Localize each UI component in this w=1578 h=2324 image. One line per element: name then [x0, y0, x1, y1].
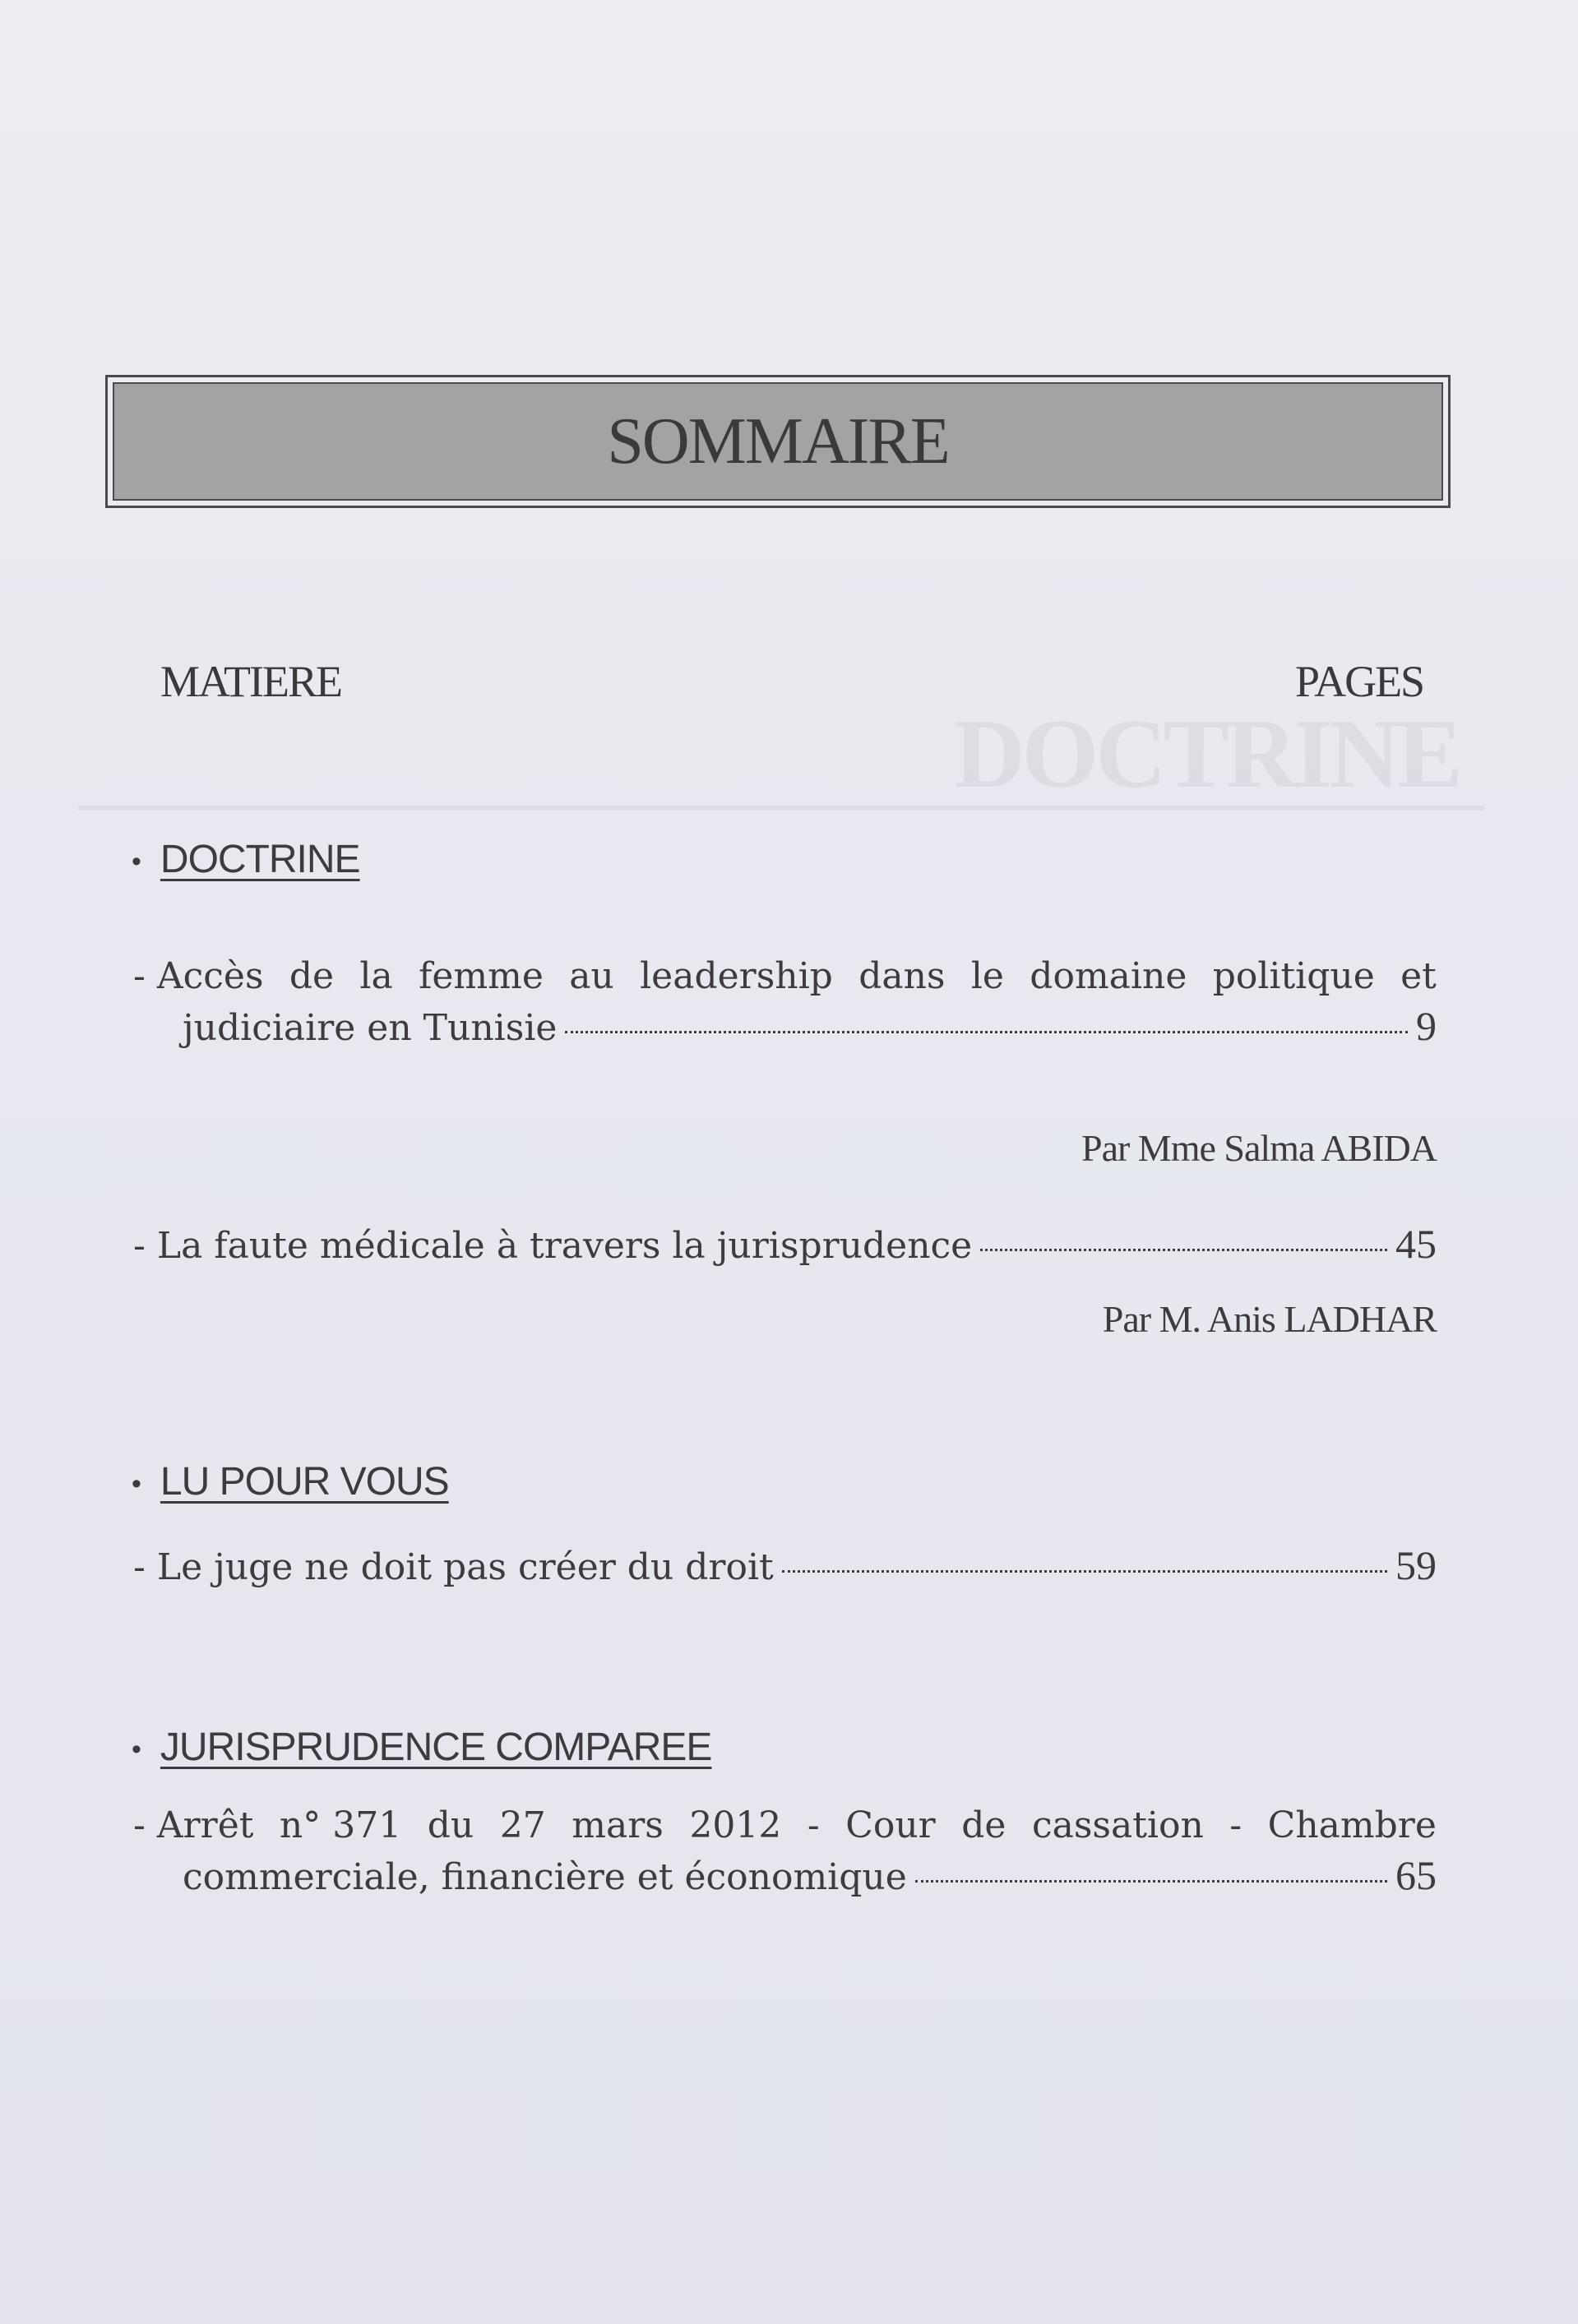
toc-entry: [133, 955, 1437, 1050]
page-number: 65: [1395, 1852, 1437, 1898]
entry-author: Par M. Anis LADHAR: [1102, 1298, 1437, 1340]
entry-title-word: du: [427, 1804, 474, 1846]
entry-title-continuation: commerciale, financière et économique: [183, 1856, 907, 1898]
section-heading-lu-pour-vous: [132, 1459, 449, 1504]
column-header-matiere: MATIERE: [160, 657, 341, 706]
entry-title-word: domaine: [1030, 955, 1187, 997]
entry-title-word: de: [289, 955, 335, 997]
entry-title-word: dans: [858, 955, 946, 997]
page-number: 9: [1416, 1003, 1437, 1049]
entry-title-word: Cour: [845, 1804, 936, 1846]
entry-title-word: 27: [499, 1804, 546, 1846]
entry-title-word: mars: [572, 1804, 664, 1846]
entry-title-word: de: [961, 1804, 1006, 1846]
section-label: DOCTRINE: [160, 838, 360, 881]
entry-title-word: -: [807, 1804, 820, 1846]
entry-title-word: 2012: [689, 1804, 782, 1846]
entry-title: - La faute médicale à travers la jurisprudence: [133, 1225, 973, 1267]
entry-title-line: [133, 955, 1437, 997]
dot-leader: [915, 1880, 1387, 1883]
entry-title-word: politique: [1212, 955, 1375, 997]
section-heading-jurisprudence-comparee: [132, 1725, 711, 1770]
entry-title-row: [133, 1220, 1437, 1268]
page-title: SOMMAIRE: [607, 404, 949, 478]
entry-title-word: cassation: [1031, 1804, 1204, 1846]
entry-title-continuation: judiciaire en Tunisie: [183, 1007, 558, 1049]
entry-title-word: - Accès: [133, 955, 264, 997]
section-label: LU POUR VOUS: [160, 1460, 449, 1504]
entry-title-word: -: [1229, 1804, 1243, 1846]
section-heading-doctrine: [132, 837, 360, 882]
entry-title-word: femme: [419, 955, 544, 997]
page-number: 59: [1395, 1542, 1437, 1588]
bullet-icon: •: [132, 845, 141, 877]
entry-title-word: et: [1400, 955, 1437, 997]
entry-author: Par Mme Salma ABIDA: [1081, 1127, 1437, 1169]
show-through-text: DOCTRINE: [954, 699, 1460, 808]
entry-title-word: - Arrêt: [133, 1804, 254, 1846]
page-number: 45: [1395, 1221, 1437, 1267]
entry-title-row: [133, 1541, 1437, 1589]
entry-title-row: [133, 1851, 1437, 1899]
title-banner: [113, 382, 1443, 501]
entry-title-line: [133, 1804, 1437, 1846]
bullet-icon: •: [132, 1467, 141, 1499]
show-through-rule: [78, 806, 1484, 811]
toc-entry: [133, 1220, 1437, 1268]
entry-title-word: le: [970, 955, 1004, 997]
toc-entry: [133, 1541, 1437, 1589]
bullet-icon: •: [132, 1733, 141, 1765]
entry-title-word: Chambre: [1267, 1804, 1437, 1846]
dot-leader: [565, 1031, 1408, 1033]
entry-title-word: au: [569, 955, 614, 997]
entry-title-word: leadership: [640, 955, 833, 997]
section-label: JURISPRUDENCE COMPAREE: [160, 1726, 712, 1769]
toc-entry: [133, 1804, 1437, 1899]
entry-title: - Le juge ne doit pas créer du droit: [133, 1546, 774, 1588]
entry-title-word: n° 371: [279, 1804, 402, 1846]
dot-leader: [782, 1570, 1387, 1573]
entry-title-row: [133, 1002, 1437, 1050]
column-header-pages: PAGES: [1295, 657, 1424, 706]
dot-leader: [980, 1249, 1387, 1251]
entry-title-word: la: [359, 955, 393, 997]
title-frame: [105, 375, 1451, 508]
